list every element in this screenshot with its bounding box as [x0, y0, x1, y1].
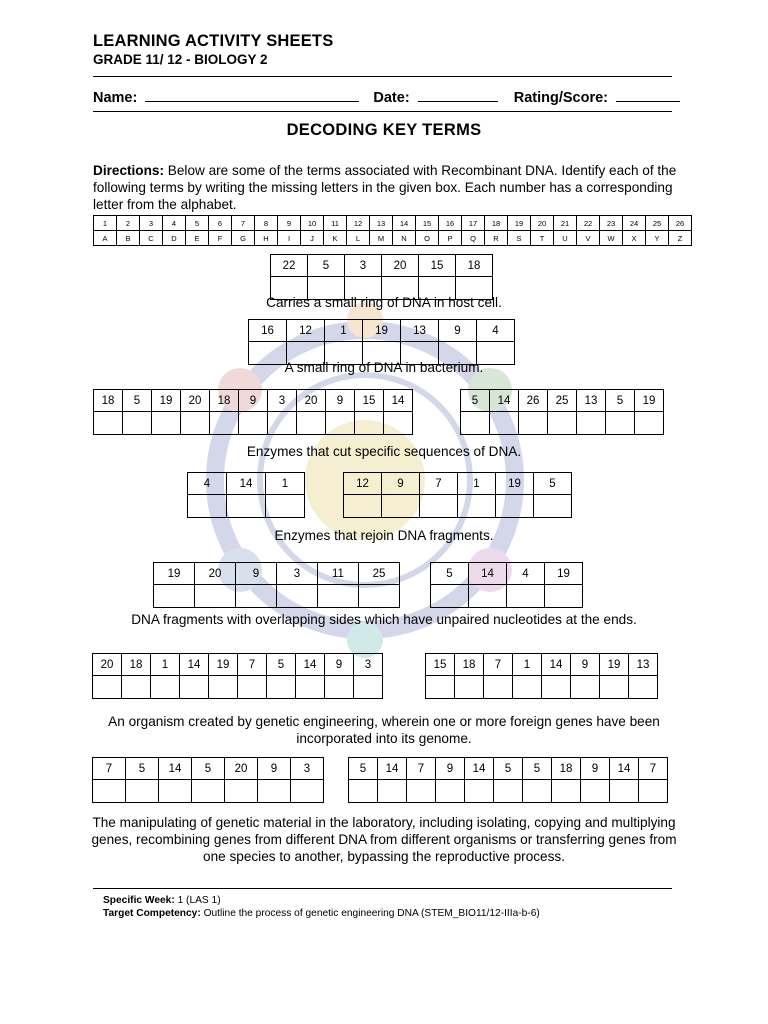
answer-letter-box[interactable] — [495, 494, 534, 518]
answer-letter-box[interactable] — [125, 779, 159, 803]
key-number-cell: 18 — [485, 216, 508, 231]
code-number-cell: 5 — [348, 757, 378, 779]
clue-text: DNA fragments with overlapping sides which have unpaired nucleotides at the ends. — [131, 612, 637, 627]
answer-letter-box[interactable] — [493, 779, 523, 803]
code-number-cell: 4 — [476, 319, 515, 341]
key-letter-cell: W — [600, 231, 623, 246]
key-letter-cell: G — [232, 231, 255, 246]
competency-label: Target Competency: — [103, 908, 201, 919]
footer-divider — [93, 888, 672, 889]
code-number-row — [348, 757, 668, 779]
answer-letter-box[interactable] — [580, 779, 610, 803]
key-letter-cell: C — [140, 231, 163, 246]
code-number-cell: 14 — [295, 653, 325, 675]
code-number-cell: 14 — [609, 757, 639, 779]
key-letter-cell: B — [117, 231, 140, 246]
code-number-cell: 9 — [580, 757, 610, 779]
clue-text: Carries a small ring of DNA in host cell. — [266, 295, 502, 310]
key-letter-cell: L — [347, 231, 370, 246]
answer-letter-box[interactable] — [276, 584, 318, 608]
key-letter-cell: K — [324, 231, 347, 246]
directions — [93, 162, 683, 213]
divider — [93, 76, 672, 77]
answer-letter-box[interactable] — [266, 675, 296, 699]
key-letter-row — [94, 231, 692, 246]
key-letter-cell: A — [94, 231, 117, 246]
directions-label: Directions: — [93, 163, 165, 178]
answer-letter-box[interactable] — [93, 411, 123, 435]
code-number-cell: 12 — [343, 472, 382, 494]
answer-letter-box[interactable] — [430, 584, 469, 608]
key-number-cell: 19 — [508, 216, 531, 231]
code-number-cell: 20 — [296, 389, 326, 411]
code-number-cell: 18 — [455, 254, 493, 276]
directions-text: Below are some of the terms associated with Recombinant DNA. Identify each of the following terms by writing the missing letters in the given box. Each number has a corresponding letter from the alphabet. — [93, 163, 677, 212]
code-number-cell: 5 — [533, 472, 572, 494]
code-number-cell: 19 — [208, 653, 238, 675]
code-number-cell: 5 — [460, 389, 490, 411]
key-number-cell: 24 — [623, 216, 646, 231]
answer-box-row — [348, 779, 668, 803]
key-letter-cell: E — [186, 231, 209, 246]
code-number-cell: 3 — [344, 254, 382, 276]
code-number-cell: 20 — [224, 757, 258, 779]
code-number-cell: 19 — [151, 389, 181, 411]
code-number-cell: 9 — [325, 389, 355, 411]
answer-letter-box[interactable] — [522, 779, 552, 803]
rating-label: Rating/Score: — [513, 90, 608, 106]
code-number-cell: 7 — [638, 757, 668, 779]
answer-letter-box[interactable] — [547, 411, 577, 435]
code-number-cell: 7 — [419, 472, 458, 494]
answer-letter-box[interactable] — [518, 411, 548, 435]
code-number-row — [92, 653, 383, 675]
code-number-cell: 19 — [544, 562, 583, 584]
clue-text: Enzymes that rejoin DNA fragments. — [274, 528, 494, 543]
code-number-cell: 12 — [286, 319, 325, 341]
key-letter-cell: F — [209, 231, 232, 246]
code-number-cell: 20 — [92, 653, 122, 675]
answer-letter-box[interactable] — [506, 584, 545, 608]
key-letter-cell: M — [370, 231, 393, 246]
week-label: Specific Week: — [103, 895, 175, 906]
code-number-cell: 25 — [547, 389, 577, 411]
key-number-cell: 12 — [347, 216, 370, 231]
code-number-cell: 18 — [209, 389, 239, 411]
key-number-cell: 4 — [163, 216, 186, 231]
code-number-row — [425, 653, 658, 675]
answer-letter-box[interactable] — [257, 779, 291, 803]
code-number-row — [430, 562, 583, 584]
code-number-cell: 7 — [483, 653, 513, 675]
code-number-cell: 19 — [495, 472, 534, 494]
code-number-cell: 4 — [187, 472, 227, 494]
key-number-cell: 6 — [209, 216, 232, 231]
code-number-cell: 9 — [324, 653, 354, 675]
code-number-cell: 5 — [125, 757, 159, 779]
divider — [93, 111, 672, 112]
week-value: 1 (LAS 1) — [174, 895, 221, 906]
answer-letter-box[interactable] — [638, 779, 668, 803]
key-letter-cell: U — [554, 231, 577, 246]
code-number-cell: 4 — [506, 562, 545, 584]
answer-letter-box[interactable] — [483, 675, 513, 699]
key-letter-cell: Z — [669, 231, 692, 246]
answer-letter-box[interactable] — [634, 411, 664, 435]
answer-letter-box[interactable] — [237, 675, 267, 699]
answer-letter-box[interactable] — [224, 779, 258, 803]
code-number-cell: 14 — [541, 653, 571, 675]
answer-box-row — [425, 675, 658, 699]
key-letter-cell: N — [393, 231, 416, 246]
clue-text: The manipulating of genetic material in the laboratory, including isolating, copying and multiplying genes, recombining genes from different DNA from different organisms or transferring genes from one species to another, bypassing the reproductive process. — [91, 815, 677, 864]
key-number-cell: 22 — [577, 216, 600, 231]
code-number-row — [460, 389, 664, 411]
answer-letter-box[interactable] — [295, 675, 325, 699]
key-number-cell: 1 — [94, 216, 117, 231]
key-letter-cell: S — [508, 231, 531, 246]
code-number-cell: 14 — [377, 757, 407, 779]
answer-letter-box[interactable] — [180, 411, 210, 435]
answer-letter-box[interactable] — [153, 584, 195, 608]
key-number-cell: 14 — [393, 216, 416, 231]
code-number-cell: 5 — [493, 757, 523, 779]
key-number-cell: 7 — [232, 216, 255, 231]
key-number-cell: 17 — [462, 216, 485, 231]
clue-text: An organism created by genetic engineering, wherein one or more foreign genes have been incorporated into its genome. — [108, 714, 660, 746]
date-label: Date: — [373, 90, 410, 106]
code-number-cell: 13 — [628, 653, 658, 675]
code-number-cell: 20 — [194, 562, 236, 584]
key-number-cell: 21 — [554, 216, 577, 231]
answer-letter-box[interactable] — [226, 494, 266, 518]
key-number-cell: 26 — [669, 216, 692, 231]
code-number-cell: 18 — [93, 389, 123, 411]
answer-letter-box[interactable] — [381, 494, 420, 518]
code-number-cell: 18 — [121, 653, 151, 675]
name-field[interactable] — [145, 88, 359, 102]
code-number-cell: 9 — [435, 757, 465, 779]
key-number-cell: 5 — [186, 216, 209, 231]
code-number-cell: 16 — [248, 319, 287, 341]
code-number-cell: 19 — [362, 319, 401, 341]
key-letter-cell: X — [623, 231, 646, 246]
code-number-cell: 3 — [267, 389, 297, 411]
key-number-cell: 10 — [301, 216, 324, 231]
code-number-cell: 15 — [354, 389, 384, 411]
answer-letter-box[interactable] — [235, 584, 277, 608]
code-number-cell: 7 — [92, 757, 126, 779]
answer-letter-box[interactable] — [464, 779, 494, 803]
answer-letter-box[interactable] — [324, 675, 354, 699]
code-number-cell: 13 — [400, 319, 439, 341]
answer-box-row — [153, 584, 400, 608]
answer-letter-box[interactable] — [358, 584, 400, 608]
answer-letter-box[interactable] — [325, 411, 355, 435]
answer-letter-box[interactable] — [92, 675, 122, 699]
key-letter-cell: D — [163, 231, 186, 246]
code-number-row — [153, 562, 400, 584]
answer-letter-box[interactable] — [460, 411, 490, 435]
answer-letter-box[interactable] — [290, 779, 324, 803]
answer-letter-box[interactable] — [187, 494, 227, 518]
code-number-cell: 5 — [191, 757, 225, 779]
answer-letter-box[interactable] — [265, 494, 305, 518]
code-number-cell: 9 — [381, 472, 420, 494]
code-number-cell: 5 — [122, 389, 152, 411]
code-number-cell: 15 — [425, 653, 455, 675]
code-number-row — [248, 319, 515, 341]
answer-letter-box[interactable] — [406, 779, 436, 803]
key-letter-cell: T — [531, 231, 554, 246]
code-number-row — [93, 389, 413, 411]
key-letter-cell: Y — [646, 231, 669, 246]
code-number-cell: 19 — [599, 653, 629, 675]
footer — [103, 894, 540, 920]
code-number-cell: 14 — [464, 757, 494, 779]
key-number-cell: 20 — [531, 216, 554, 231]
code-number-cell: 14 — [226, 472, 266, 494]
answer-letter-box[interactable] — [267, 411, 297, 435]
key-number-cell: 16 — [439, 216, 462, 231]
answer-letter-box[interactable] — [605, 411, 635, 435]
student-info-row — [93, 88, 673, 106]
key-letter-cell: J — [301, 231, 324, 246]
code-number-cell: 20 — [180, 389, 210, 411]
answer-letter-box[interactable] — [150, 675, 180, 699]
answer-letter-box[interactable] — [194, 584, 236, 608]
code-number-row — [270, 254, 493, 276]
key-letter-cell: O — [416, 231, 439, 246]
date-field[interactable] — [418, 88, 498, 102]
answer-box-row — [430, 584, 583, 608]
code-number-cell: 7 — [237, 653, 267, 675]
key-letter-cell: H — [255, 231, 278, 246]
answer-letter-box[interactable] — [468, 584, 507, 608]
answer-letter-box[interactable] — [551, 779, 581, 803]
code-number-cell: 20 — [381, 254, 419, 276]
code-number-cell: 15 — [418, 254, 456, 276]
code-number-cell: 5 — [605, 389, 635, 411]
answer-letter-box[interactable] — [570, 675, 600, 699]
code-number-cell: 26 — [518, 389, 548, 411]
answer-letter-box[interactable] — [425, 675, 455, 699]
answer-letter-box[interactable] — [419, 494, 458, 518]
key-number-cell: 8 — [255, 216, 278, 231]
answer-letter-box[interactable] — [599, 675, 629, 699]
key-number-cell: 9 — [278, 216, 301, 231]
answer-letter-box[interactable] — [533, 494, 572, 518]
code-number-cell: 9 — [235, 562, 277, 584]
code-number-cell: 3 — [353, 653, 383, 675]
answer-letter-box[interactable] — [576, 411, 606, 435]
name-label: Name: — [93, 90, 138, 106]
answer-letter-box[interactable] — [489, 411, 519, 435]
answer-letter-box[interactable] — [512, 675, 542, 699]
code-number-cell: 19 — [634, 389, 664, 411]
code-number-cell: 14 — [468, 562, 507, 584]
code-number-cell: 7 — [406, 757, 436, 779]
page-heading: DECODING KEY TERMS — [286, 121, 482, 139]
code-number-cell: 3 — [290, 757, 324, 779]
code-number-cell: 9 — [570, 653, 600, 675]
code-number-cell: 18 — [551, 757, 581, 779]
answer-letter-box[interactable] — [541, 675, 571, 699]
key-letter-cell: Q — [462, 231, 485, 246]
answer-box-row — [343, 494, 572, 518]
answer-letter-box[interactable] — [296, 411, 326, 435]
code-number-cell: 5 — [430, 562, 469, 584]
answer-letter-box[interactable] — [383, 411, 413, 435]
answer-letter-box[interactable] — [238, 411, 268, 435]
answer-letter-box[interactable] — [435, 779, 465, 803]
sheet-title: LEARNING ACTIVITY SHEETS — [93, 32, 334, 50]
code-number-cell: 14 — [383, 389, 413, 411]
code-number-cell: 19 — [153, 562, 195, 584]
code-number-cell: 5 — [307, 254, 345, 276]
answer-letter-box[interactable] — [191, 779, 225, 803]
key-letter-cell: I — [278, 231, 301, 246]
code-number-cell: 9 — [257, 757, 291, 779]
answer-letter-box[interactable] — [609, 779, 639, 803]
answer-letter-box[interactable] — [179, 675, 209, 699]
code-number-cell: 1 — [265, 472, 305, 494]
answer-box-row — [93, 411, 413, 435]
code-number-cell: 14 — [179, 653, 209, 675]
answer-letter-box[interactable] — [628, 675, 658, 699]
answer-letter-box[interactable] — [353, 675, 383, 699]
code-number-cell: 5 — [266, 653, 296, 675]
answer-letter-box[interactable] — [92, 779, 126, 803]
answer-box-row — [92, 675, 383, 699]
key-number-cell: 3 — [140, 216, 163, 231]
clue-text: Enzymes that cut specific sequences of DNA. — [246, 444, 522, 459]
key-number-cell: 13 — [370, 216, 393, 231]
answer-letter-box[interactable] — [122, 411, 152, 435]
code-number-cell: 22 — [270, 254, 308, 276]
answer-letter-box[interactable] — [343, 494, 382, 518]
code-number-cell: 1 — [512, 653, 542, 675]
code-number-cell: 5 — [522, 757, 552, 779]
answer-letter-box[interactable] — [348, 779, 378, 803]
key-number-cell: 11 — [324, 216, 347, 231]
answer-letter-box[interactable] — [544, 584, 583, 608]
key-number-cell: 15 — [416, 216, 439, 231]
code-number-cell: 9 — [238, 389, 268, 411]
code-number-cell: 3 — [276, 562, 318, 584]
sheet-subtitle: GRADE 11/ 12 - BIOLOGY 2 — [93, 52, 268, 67]
answer-box-row — [187, 494, 305, 518]
code-number-cell: 1 — [324, 319, 363, 341]
clue-text: A small ring of DNA in bacterium. — [284, 360, 484, 375]
answer-box-row — [92, 779, 324, 803]
code-number-cell: 25 — [358, 562, 400, 584]
answer-letter-box[interactable] — [151, 411, 181, 435]
answer-letter-box[interactable] — [454, 675, 484, 699]
answer-letter-box[interactable] — [208, 675, 238, 699]
key-number-cell: 2 — [117, 216, 140, 231]
code-number-cell: 13 — [576, 389, 606, 411]
answer-letter-box[interactable] — [158, 779, 192, 803]
key-number-cell: 23 — [600, 216, 623, 231]
answer-letter-box[interactable] — [121, 675, 151, 699]
code-number-cell: 11 — [317, 562, 359, 584]
answer-box-row — [460, 411, 664, 435]
code-number-row — [187, 472, 305, 494]
code-number-cell: 9 — [438, 319, 477, 341]
code-number-cell: 1 — [457, 472, 496, 494]
code-number-row — [92, 757, 324, 779]
rating-field[interactable] — [616, 88, 680, 102]
answer-letter-box[interactable] — [209, 411, 239, 435]
competency-value: Outline the process of genetic engineering DNA (STEM_BIO11/12-IIIa-b-6) — [200, 908, 540, 919]
key-letter-cell: V — [577, 231, 600, 246]
answer-letter-box[interactable] — [457, 494, 496, 518]
key-letter-cell: R — [485, 231, 508, 246]
code-number-row — [343, 472, 572, 494]
alphabet-key-table — [93, 215, 692, 246]
answer-letter-box[interactable] — [354, 411, 384, 435]
code-number-cell: 14 — [158, 757, 192, 779]
answer-letter-box[interactable] — [317, 584, 359, 608]
code-number-cell: 18 — [454, 653, 484, 675]
code-number-cell: 1 — [150, 653, 180, 675]
answer-letter-box[interactable] — [377, 779, 407, 803]
key-number-cell: 25 — [646, 216, 669, 231]
key-letter-cell: P — [439, 231, 462, 246]
code-number-cell: 14 — [489, 389, 519, 411]
key-number-row — [94, 216, 692, 231]
